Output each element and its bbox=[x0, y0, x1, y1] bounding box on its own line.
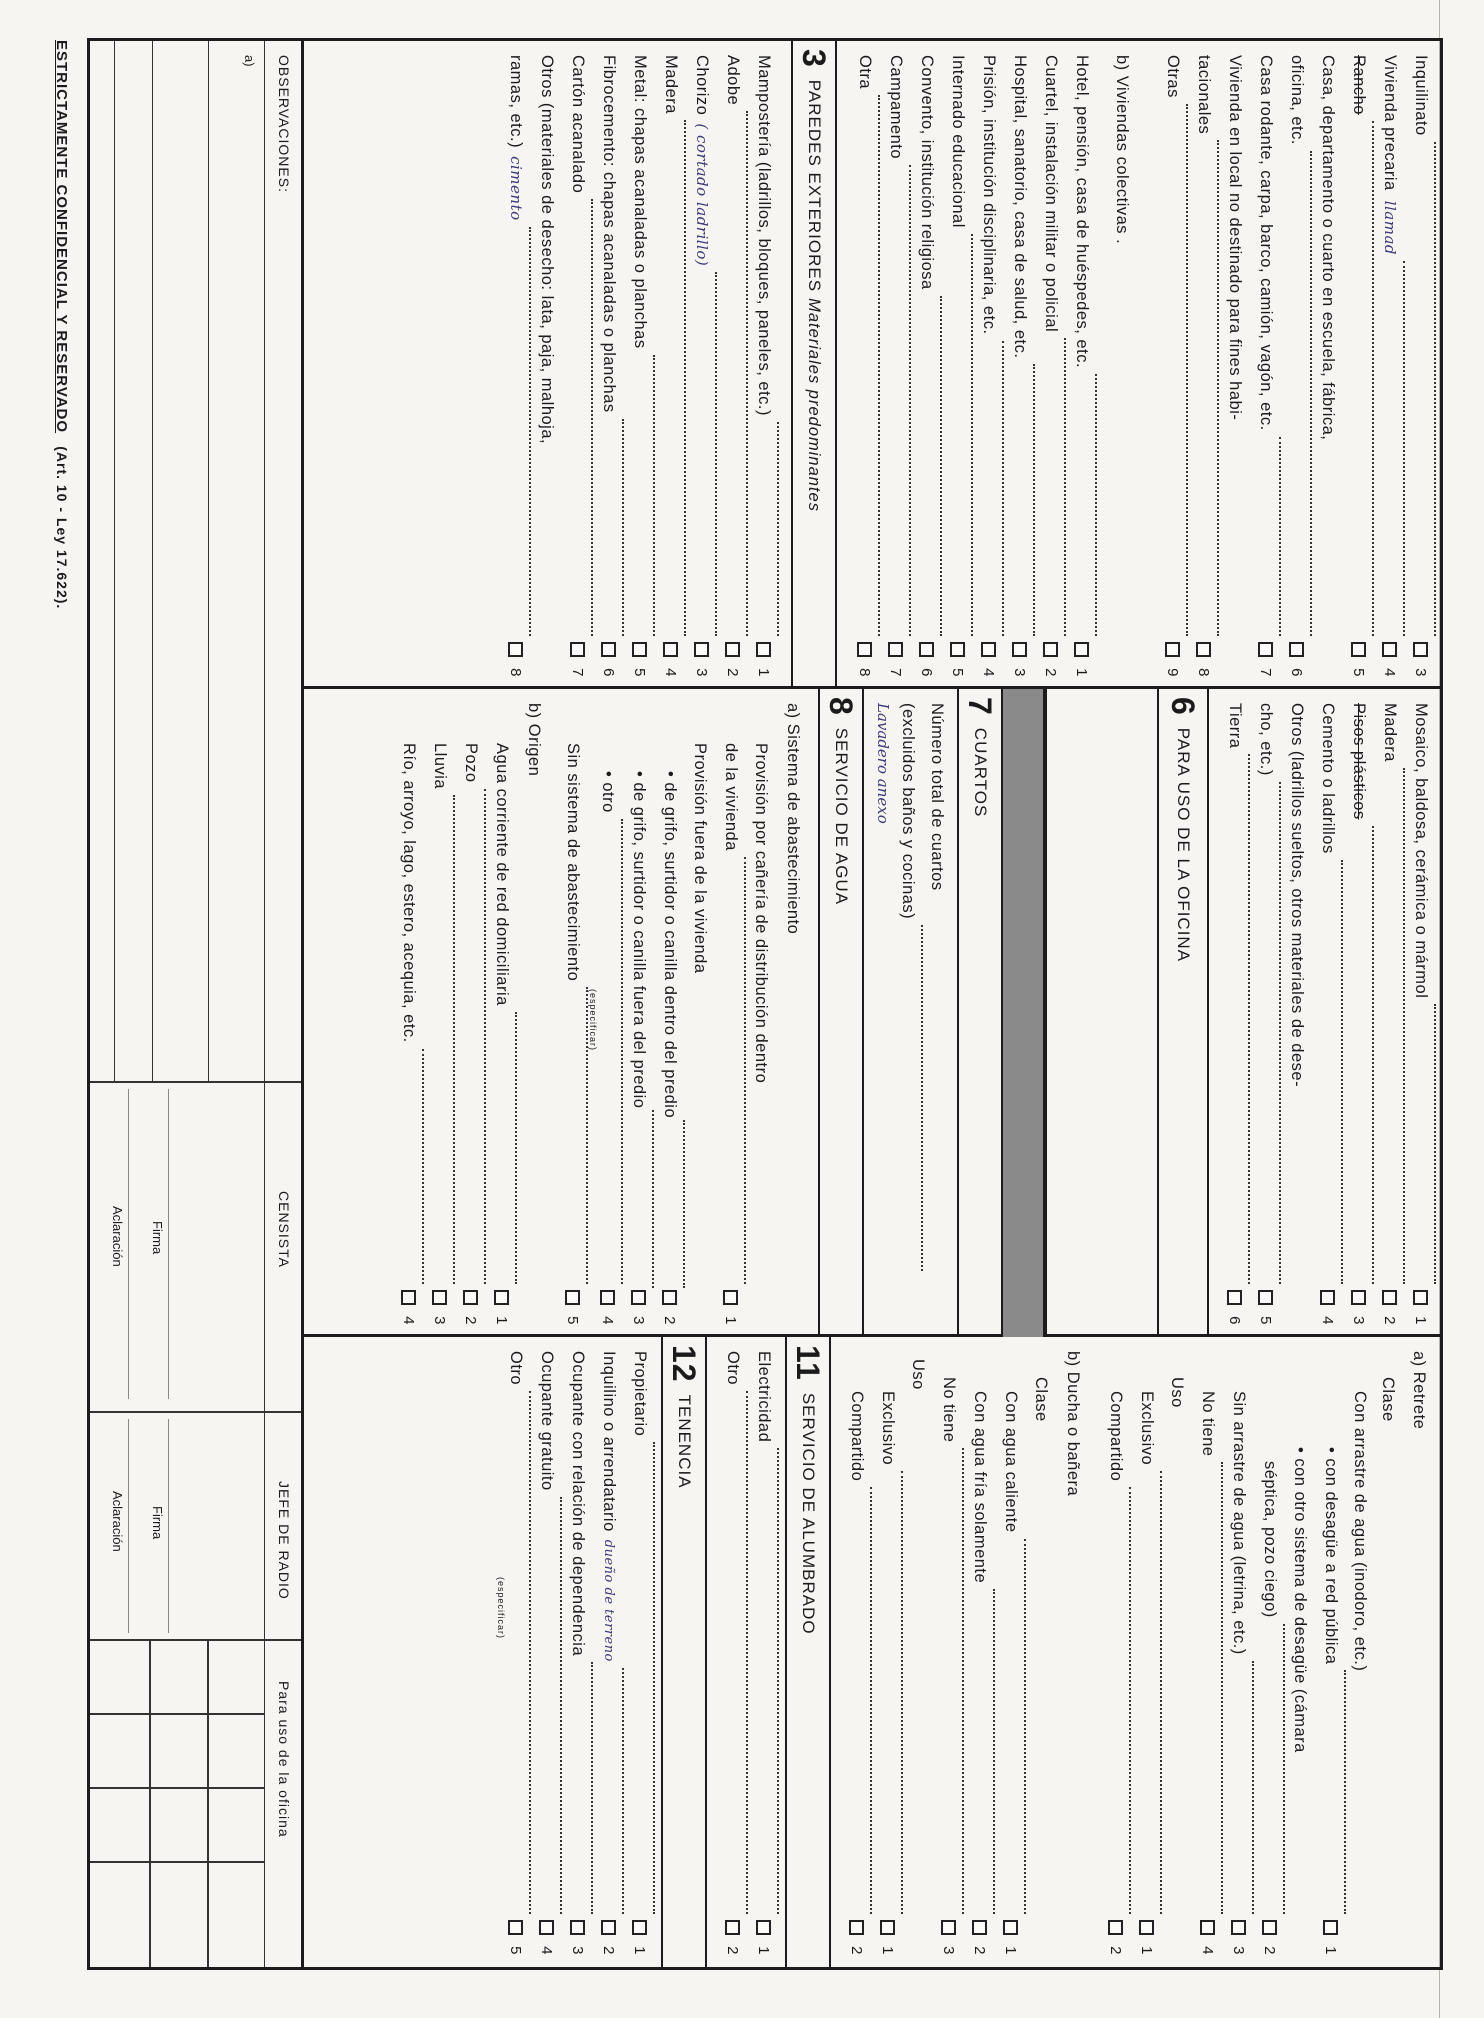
checkbox[interactable] bbox=[601, 642, 616, 657]
checkbox[interactable] bbox=[1413, 642, 1428, 657]
checkbox[interactable] bbox=[570, 642, 585, 657]
confidential-notice: ESTRICTAMENTE CONFIDENCIAL Y RESERVADO (Art. 10 - Ley 17.622). bbox=[53, 40, 70, 610]
uso2-title: Uso bbox=[909, 1359, 927, 1390]
row-alumbrado: Otro 2 bbox=[717, 1337, 748, 1967]
row-cuartos: (excluidos baños y cocinas) bbox=[892, 689, 923, 1337]
observaciones-field[interactable] bbox=[93, 85, 263, 1075]
row-arrastre: séptica, pozo ciego) 2 bbox=[1254, 1337, 1285, 1967]
checkbox[interactable] bbox=[508, 642, 523, 657]
checkbox[interactable] bbox=[463, 1290, 478, 1305]
obs-mark: a) bbox=[242, 55, 257, 67]
row-pared: Chorizo ( cortado ladrillo) 3 bbox=[686, 41, 717, 689]
cuartos-line1: Número total de cuartos bbox=[928, 703, 946, 891]
row-alumbrado: Electricidad 1 bbox=[748, 1337, 779, 1967]
scan-edge bbox=[1439, 0, 1484, 2018]
row-ducha: No tiene 3 bbox=[933, 1337, 964, 1967]
handwritten-note: dueño de terreno bbox=[601, 1539, 616, 1662]
checkbox[interactable] bbox=[972, 1920, 987, 1935]
checkbox[interactable] bbox=[756, 1920, 771, 1935]
handwritten-note: ( cortado ladrillo) bbox=[693, 123, 711, 267]
checkbox[interactable] bbox=[1139, 1920, 1154, 1935]
row-otras: Otras 9 bbox=[1157, 41, 1188, 689]
checkbox[interactable] bbox=[981, 642, 996, 657]
retrete-title: a) Retrete bbox=[1410, 1351, 1428, 1430]
checkbox[interactable] bbox=[632, 642, 647, 657]
row-uso: Compartido 2 bbox=[841, 1337, 872, 1967]
con-arrastre-title: Con arrastre de agua (inodoro, etc.) bbox=[1351, 1391, 1369, 1672]
checkbox[interactable] bbox=[1320, 1290, 1335, 1305]
row-no-tiene: No tiene 4 bbox=[1192, 1337, 1223, 1967]
handwritten-note: llamad bbox=[1381, 200, 1399, 256]
row-origen: Pozo 2 bbox=[455, 689, 486, 1337]
checkbox[interactable] bbox=[919, 642, 934, 657]
row-origen: Río, arroyo, lago, estero, acequia, etc. 4 bbox=[393, 689, 424, 1337]
row-provision-fuera: • de grifo, surtidor o canilla dentro del predio 2 bbox=[654, 689, 685, 1337]
checkbox[interactable] bbox=[1231, 1920, 1246, 1935]
checkbox[interactable] bbox=[1043, 642, 1058, 657]
casa-depto-line1: Casa, departamento o cuarto en escuela, fábrica, bbox=[1319, 55, 1337, 441]
jefe-radio-label: JEFE DE RADIO bbox=[276, 1481, 292, 1600]
row-colectiva: Hotel, pensión, casa de huéspedes, etc. 1 bbox=[1066, 41, 1097, 689]
checkbox[interactable] bbox=[1074, 642, 1089, 657]
colectivas-title: b) Viviendas colectivas . bbox=[1113, 55, 1131, 245]
checkbox[interactable] bbox=[1382, 1290, 1397, 1305]
checkbox[interactable] bbox=[857, 642, 872, 657]
checkbox[interactable] bbox=[1413, 1290, 1428, 1305]
checkbox[interactable] bbox=[1165, 642, 1180, 657]
row-pared: Madera 4 bbox=[655, 41, 686, 689]
row-otros-sueltos: cho, etc.) 5 bbox=[1250, 689, 1281, 1337]
checkbox[interactable] bbox=[663, 642, 678, 657]
office-grid bbox=[149, 1639, 151, 1967]
row-colectiva: Convento, institución religiosa 6 bbox=[911, 41, 942, 689]
section-3-header: 3 PAREDES EXTERIORES Materiales predominantes bbox=[791, 41, 837, 689]
checkbox[interactable] bbox=[401, 1290, 416, 1305]
ducha-title: b) Ducha o bañera bbox=[1064, 1351, 1082, 1497]
office-grid bbox=[90, 1713, 265, 1715]
local-line1: Vivienda en local no destinado para fines habi- bbox=[1226, 55, 1244, 421]
office-grid bbox=[207, 1639, 209, 1967]
checkbox[interactable] bbox=[432, 1290, 447, 1305]
firma-label: Firma bbox=[150, 1221, 165, 1255]
section-11-header: 11 SERVICIO DE ALUMBRADO bbox=[785, 1337, 831, 1967]
divider bbox=[90, 1639, 301, 1641]
origen-title: b) Origen bbox=[525, 703, 543, 777]
row-local: tacionales 8 bbox=[1188, 41, 1219, 689]
row-colectiva: Prisión, institución disciplinaria, etc. 4 bbox=[973, 41, 1004, 689]
otros-sueltos-line1: Otros (ladrillos sueltos, otros materiales de dese- bbox=[1288, 703, 1306, 1088]
row-colectiva: Internado educacional 5 bbox=[942, 41, 973, 689]
arrastre-line1: • con otro sistema de desagüe (cámara bbox=[1291, 1447, 1309, 1753]
row-sin-sistema: Sin sistema de abastecimiento 5 bbox=[557, 689, 588, 1337]
checkbox[interactable] bbox=[1003, 1920, 1018, 1935]
row-piso: Mosaico, baldosa, cerámica o mármol 1 bbox=[1405, 689, 1436, 1337]
especificar-note: (especificar) bbox=[496, 1577, 506, 1640]
row-uso: Exclusivo 1 bbox=[872, 1337, 903, 1967]
checkbox[interactable] bbox=[494, 1290, 509, 1305]
checkbox[interactable] bbox=[600, 1290, 615, 1305]
row-tenencia: Propietario 1 bbox=[624, 1337, 655, 1967]
oficina-label: Para uso de la oficina bbox=[276, 1681, 292, 1838]
censista-label: CENSISTA bbox=[276, 1191, 292, 1268]
checkbox[interactable] bbox=[1382, 642, 1397, 657]
otros-desecho-line1: Otros (materiales de desecho: lata, paja, malhoja, bbox=[538, 55, 556, 445]
checkbox[interactable] bbox=[1108, 1920, 1123, 1935]
row-tenencia: Inquilino o arrendatario dueño de terreno 2 bbox=[593, 1337, 624, 1967]
row-uso: Exclusivo 1 bbox=[1131, 1337, 1162, 1967]
aclaracion-label: Aclaración bbox=[110, 1206, 125, 1267]
observaciones-block bbox=[87, 38, 301, 1970]
row-vivienda-precaria: Vivienda precaria llamad 4 bbox=[1374, 41, 1405, 689]
firma-label: Firma bbox=[150, 1506, 165, 1540]
checkbox[interactable] bbox=[508, 1920, 523, 1935]
row-sin-arrastre: Sin arrastre de agua (letrina, etc.) 3 bbox=[1223, 1337, 1254, 1967]
row-origen: Agua corriente de red domiciliaria 1 bbox=[486, 689, 517, 1337]
clase2-title: Clase bbox=[1032, 1377, 1050, 1422]
row-ducha: Con agua fría solamente 2 bbox=[964, 1337, 995, 1967]
row-pared: Adobe 2 bbox=[717, 41, 748, 689]
checkbox[interactable] bbox=[1258, 1290, 1273, 1305]
provision-fuera-title: Provisión fuera de la vivienda bbox=[691, 743, 709, 974]
provision-dentro-line1: Provisión por cañería de distribución dentro bbox=[752, 743, 770, 1084]
row-provision-fuera: • de grifo, surtidor o canilla fuera del predio 3 bbox=[623, 689, 654, 1337]
handwritten-note: cimento bbox=[507, 156, 525, 221]
section-7-header: 7 CUARTOS bbox=[957, 689, 1001, 1337]
observaciones-label: OBSERVACIONES: bbox=[276, 55, 292, 193]
checkbox[interactable] bbox=[941, 1920, 956, 1935]
row-colectiva: Cuartel, instalación militar o policial 2 bbox=[1035, 41, 1066, 689]
aclaracion-label: Aclaración bbox=[110, 1491, 125, 1552]
row-casa-depto: oficina, etc. 6 bbox=[1281, 41, 1312, 689]
row-piso: Madera 2 bbox=[1374, 689, 1405, 1337]
checkbox[interactable] bbox=[632, 1920, 647, 1935]
row-piso: Cemento o ladrillos 4 bbox=[1312, 689, 1343, 1337]
handwritten-note: Lavadero anexo bbox=[874, 703, 892, 824]
checkbox[interactable] bbox=[725, 1920, 740, 1935]
office-use-space bbox=[1045, 689, 1157, 1337]
row-pared: Metal: chapas acanaladas o planchas 5 bbox=[624, 41, 655, 689]
row-pared: Fibrocemento: chapas acanaladas o planchas 6 bbox=[593, 41, 624, 689]
section-8-header: 8 SERVICIO DE AGUA bbox=[818, 689, 864, 1337]
checkbox[interactable] bbox=[1323, 1920, 1338, 1935]
jefe-firma-field[interactable] bbox=[101, 1415, 261, 1637]
divider bbox=[90, 1411, 301, 1413]
column-pisos-agua bbox=[304, 689, 1440, 1337]
section-12-header: 12 TENENCIA bbox=[661, 1337, 707, 1967]
checkbox[interactable] bbox=[694, 642, 709, 657]
row-provision-dentro: de la vivienda 1 bbox=[715, 689, 746, 1337]
row-inquilinato: Inquilinato 3 bbox=[1405, 41, 1436, 689]
office-grid bbox=[90, 1787, 265, 1789]
row-tierra: Tierra 6 bbox=[1219, 689, 1250, 1337]
checkbox[interactable] bbox=[888, 642, 903, 657]
row-arrastre: • con desagüe a red pública 1 bbox=[1315, 1337, 1346, 1967]
uso-title: Uso bbox=[1168, 1377, 1186, 1408]
row-tenencia: Ocupante con relación de dependencia 3 bbox=[562, 1337, 593, 1967]
checkbox[interactable] bbox=[601, 1920, 616, 1935]
checkbox[interactable] bbox=[880, 1920, 895, 1935]
row-tenencia: Otro 5 bbox=[500, 1337, 531, 1967]
checkbox[interactable] bbox=[1262, 1920, 1277, 1935]
row-pared: Mampostería (ladrillos, bloques, paneles, etc.) 1 bbox=[748, 41, 779, 689]
checkbox[interactable] bbox=[1227, 1290, 1242, 1305]
row-ducha: Con agua caliente 1 bbox=[995, 1337, 1026, 1967]
checkbox[interactable] bbox=[1351, 642, 1366, 657]
checkbox[interactable] bbox=[725, 642, 740, 657]
checkbox[interactable] bbox=[1012, 642, 1027, 657]
checkbox[interactable] bbox=[570, 1920, 585, 1935]
checkbox[interactable] bbox=[1258, 642, 1273, 657]
gray-band bbox=[1001, 689, 1045, 1337]
especificar-note: (especificar) bbox=[588, 989, 598, 1052]
office-grid bbox=[90, 1861, 265, 1863]
checkbox[interactable] bbox=[631, 1290, 646, 1305]
row-colectiva: Campamento 7 bbox=[880, 41, 911, 689]
row-rancho: Rancho 5 bbox=[1343, 41, 1374, 689]
sistema-title: a) Sistema de abastecimiento bbox=[784, 703, 802, 935]
checkbox[interactable] bbox=[723, 1290, 738, 1305]
row-piso: Pisos plásticos 3 bbox=[1343, 689, 1374, 1337]
form-frame bbox=[301, 38, 1443, 1970]
checkbox[interactable] bbox=[756, 642, 771, 657]
checkbox[interactable] bbox=[1289, 642, 1304, 657]
footer-header-row bbox=[264, 41, 301, 1967]
row-colectiva: Otra 8 bbox=[849, 41, 880, 689]
checkbox[interactable] bbox=[950, 642, 965, 657]
row-pared: Cartón acanalado 7 bbox=[562, 41, 593, 689]
row-uso: Compartido 2 bbox=[1100, 1337, 1131, 1967]
checkbox[interactable] bbox=[1196, 642, 1211, 657]
divider bbox=[90, 1081, 301, 1083]
row-origen: Lluvia 3 bbox=[424, 689, 455, 1337]
row-provision-fuera: • otro 4 bbox=[592, 689, 623, 1337]
checkbox[interactable] bbox=[662, 1290, 677, 1305]
checkbox[interactable] bbox=[1200, 1920, 1215, 1935]
row-casa-rodante: Casa rodante, carpa, barco, camión, vagón, etc. 7 bbox=[1250, 41, 1281, 689]
checkbox[interactable] bbox=[565, 1290, 580, 1305]
censista-firma-field[interactable] bbox=[101, 1085, 261, 1407]
row-colectiva: Hospital, sanatorio, casa de salud, etc. 3 bbox=[1004, 41, 1035, 689]
checkbox[interactable] bbox=[849, 1920, 864, 1935]
row-tenencia: Ocupante gratuito 4 bbox=[531, 1337, 562, 1967]
column-sanitarios bbox=[304, 1337, 1440, 1967]
row-otros-desecho: ramas, etc.) cimento 8 bbox=[500, 41, 531, 689]
checkbox[interactable] bbox=[1351, 1290, 1366, 1305]
section-6-header: 6 PARA USO DE LA OFICINA bbox=[1157, 689, 1209, 1337]
checkbox[interactable] bbox=[539, 1920, 554, 1935]
column-vivienda bbox=[304, 41, 1440, 689]
clase-title: Clase bbox=[1379, 1377, 1397, 1422]
